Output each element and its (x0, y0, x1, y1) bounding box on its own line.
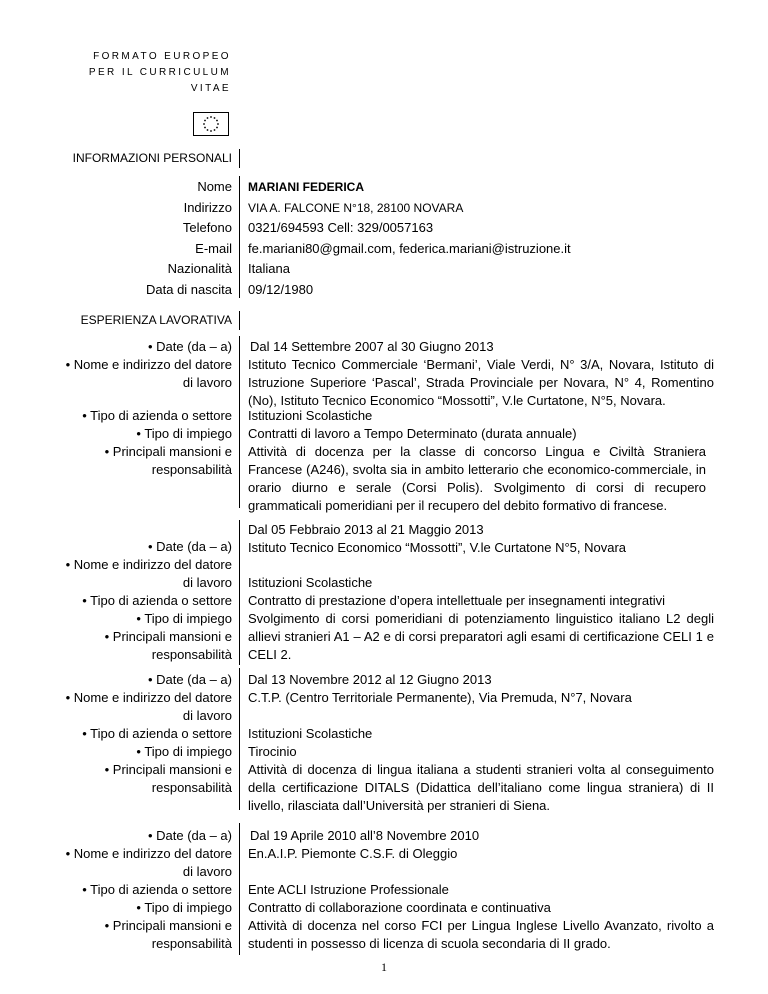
label-job-type: • Tipo di impiego (136, 426, 232, 441)
divider-line (239, 668, 240, 810)
divider-line (239, 336, 240, 508)
label-date: • Date (da – a) (147, 828, 232, 843)
label-date: • Date (da – a) (147, 672, 232, 687)
label-sector: • Tipo di azienda o settore (82, 408, 232, 423)
label-address: Indirizzo (183, 200, 232, 215)
label-nationality: Nazionalità (167, 261, 232, 276)
label-employer: • Nome e indirizzo del datore (65, 557, 232, 572)
experience-duties: Attività di docenza nel corso FCI per Lingua Inglese Livello Avanzato, rivolto a studenti in possesso di licenza di scuola secondaria di II grado. (248, 918, 714, 951)
experience-sector: Istituzioni Scolastiche (248, 726, 373, 741)
label-sector: • Tipo di azienda o settore (82, 726, 232, 741)
title-line-2: PER IL CURRICULUM (88, 67, 231, 78)
label-phone: Telefono (182, 220, 232, 235)
value-name: MARIANI FEDERICA (248, 180, 364, 194)
experience-job-type: Contratto di prestazione d’opera intellettuale per insegnamenti integrativi (248, 593, 665, 608)
experience-duties: Attività di docenza di lingua italiana a studenti stranieri volta al conseguimento della certificazione DITALS (Didattica dell’italiano come lingua straniera) di II livello, rilasciata dall’Università per stranieri di Siena. (248, 762, 714, 813)
experience-date: Dal 05 Febbraio 2013 al 21 Maggio 2013 (248, 522, 484, 537)
label-job-type: • Tipo di impiego (136, 744, 232, 759)
title-line-1: FORMATO EUROPEO (93, 51, 231, 62)
page-number: 1 (381, 960, 387, 974)
experience-job-type: Contratto di collaborazione coordinata e continuativa (248, 900, 551, 915)
experience-employer: Istituto Tecnico Economico “Mossotti”, V.le Curtatone N°5, Novara (248, 540, 627, 555)
experience-duties: Svolgimento di corsi pomeridiani di potenziamento linguistico italiano L2 degli allievi stranieri A1 – A2 e di corsi preparatori agli esami di certificazione CELI 1 e CELI 2. (248, 611, 714, 662)
divider-line (239, 823, 240, 955)
experience-date: Dal 14 Settembre 2007 al 30 Giugno 2013 (250, 339, 494, 354)
label-employer: di lavoro (182, 864, 232, 879)
value-phone: 0321/694593 Cell: 329/0057163 (248, 220, 434, 235)
label-duties: • Principali mansioni e (104, 444, 232, 459)
experience-date: Dal 13 Novembre 2012 al 12 Giugno 2013 (248, 672, 492, 687)
experience-sector: Istituzioni Scolastiche (248, 575, 373, 590)
label-employer: • Nome e indirizzo del datore (65, 690, 232, 705)
section-work-experience: ESPERIENZA LAVORATIVA (80, 313, 232, 327)
label-employer: di lavoro (182, 375, 232, 390)
label-job-type: • Tipo di impiego (136, 611, 232, 626)
label-duties: • Principali mansioni e (104, 762, 232, 777)
experience-employer: En.A.I.P. Piemonte C.S.F. di Oleggio (248, 846, 458, 861)
cv-format-vitae (191, 82, 231, 96)
experience-sector: Istituzioni Scolastiche (248, 408, 373, 423)
value-birthdate: 09/12/1980 (248, 282, 314, 297)
experience-sector: Ente ACLI Istruzione Professionale (248, 882, 449, 897)
label-employer: di lavoro (182, 575, 232, 590)
label-duties: responsabilità (151, 936, 232, 951)
label-employer: di lavoro (182, 708, 232, 723)
label-employer: • Nome e indirizzo del datore (65, 846, 232, 861)
experience-date: Dal 19 Aprile 2010 all’8 Novembre 2010 (250, 828, 480, 843)
divider-line (239, 311, 240, 330)
label-sector: • Tipo di azienda o settore (82, 882, 232, 897)
value-email: fe.mariani80@gmail.com, federica.mariani@istruzione.it (248, 241, 571, 256)
divider-line (239, 520, 240, 665)
label-name: Nome (197, 179, 232, 194)
title-line-3: VITAE (190, 83, 231, 94)
eu-flag-icon (193, 112, 229, 136)
label-duties: responsabilità (151, 647, 232, 662)
experience-employer: C.T.P. (Centro Territoriale Permanente), Via Premuda, N°7, Novara (248, 690, 632, 705)
value-nationality: Italiana (248, 261, 290, 276)
label-date: • Date (da – a) (147, 539, 232, 554)
experience-duties: Attività di docenza per la classe di concorso Lingua e Civiltà Straniera Francese (A246), svolta sia in ambito letterario che economico-commerciale, in orario diurno e serale (Corsi Polis). Svolgimento di corsi di recupero grammaticali pomeridiani per il recupero del debito formativo di francese. (248, 444, 706, 513)
label-email: E-mail (195, 241, 232, 256)
label-duties: • Principali mansioni e (104, 918, 232, 933)
experience-employer: Istituto Tecnico Commerciale ‘Bermani’, Viale Verdi, N° 3/A, Novara, Istituto di Istruzione Superiore ‘Pascal’, Strada Provinciale per Novara, N° 4, Romentino (No), Istituto Tecnico Economico “Mossotti”, V.le Curtatone, N°5, Novara. (248, 357, 714, 408)
label-duties: • Principali mansioni e (104, 629, 232, 644)
cv-format-subtitle (89, 66, 231, 80)
divider-line (239, 149, 240, 168)
label-birthdate: Data di nascita (146, 282, 232, 297)
divider-line (239, 176, 240, 298)
section-personal-info: INFORMAZIONI PERSONALI (72, 151, 232, 165)
label-employer: • Nome e indirizzo del datore (65, 357, 232, 372)
label-sector: • Tipo di azienda o settore (82, 593, 232, 608)
cv-format-title (93, 50, 231, 64)
label-duties: responsabilità (151, 462, 232, 477)
experience-job-type: Contratti di lavoro a Tempo Determinato (durata annuale) (248, 426, 577, 441)
label-duties: responsabilità (151, 780, 232, 795)
experience-job-type: Tirocinio (248, 744, 297, 759)
label-job-type: • Tipo di impiego (136, 900, 232, 915)
label-date: • Date (da – a) (147, 339, 232, 354)
value-address: VIA A. FALCONE N°18, 28100 NOVARA (248, 201, 464, 215)
